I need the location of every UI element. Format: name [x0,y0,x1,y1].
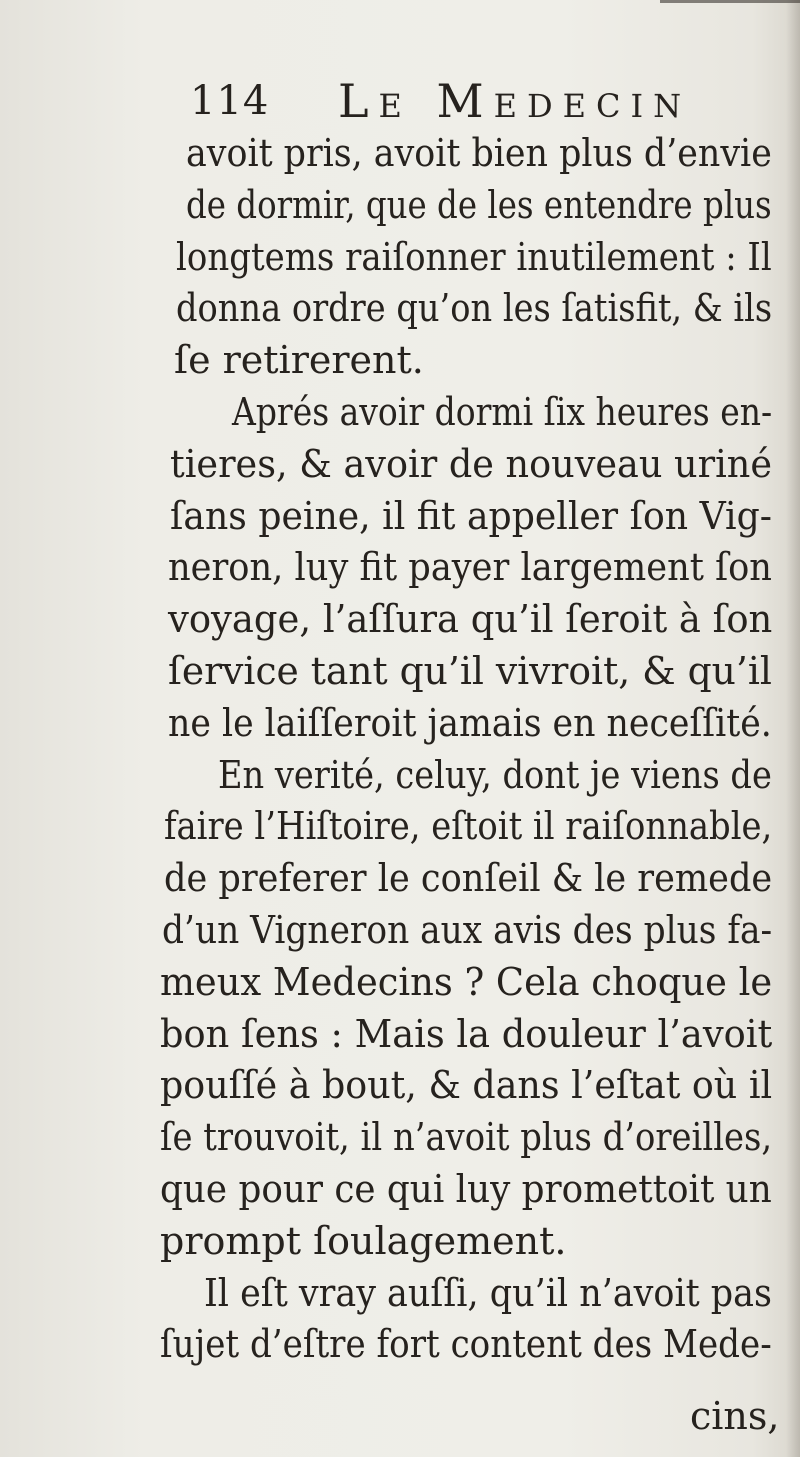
text-line: d’un Vigneron aux avis des plus fa- [162,907,773,952]
body-text [160,128,773,1371]
text-line: Aprés avoir dormi ſix heures en- [232,389,773,434]
text-line: En verité, celuy, dont je viens de [218,752,772,797]
text-line: donna ordre qu’on les ſatisfit, & ils [176,286,773,331]
text-line: bon ſens : Mais la douleur l’avoit [160,1011,773,1056]
text-line: prompt ſoulagement. [160,1218,567,1263]
page-header [190,66,750,136]
page-top-edge-rule [660,0,800,3]
text-line: Il eſt vray auſſi, qu’il n’avoit pas [204,1270,772,1315]
text-line: avoit pris, avoit bien plus d’envie [186,131,772,175]
text-line: meux Medecins ? Cela choque le [160,959,773,1004]
text-line: neron, luy fit payer largement ſon [168,545,772,590]
text-line: ſervice tant qu’il vivroit, & qu’il [168,648,772,693]
text-line: faire l’Hiſtoire, eſtoit il raiſonnable, [164,804,773,849]
text-line: ſans peine, il fit appeller ſon Vig- [170,493,773,538]
running-title: Le Medecin [338,74,692,128]
text-line: tieres, & avoir de nouveau uriné [170,441,773,486]
page-number: 114 [190,78,270,124]
text-line: de preferer le conſeil & le remede [164,856,773,901]
text-line: ſujet d’eſtre fort content des Mede- [160,1322,772,1367]
text-line: de dormir, que de les entendre plus [186,182,772,227]
text-line: pouſſé à bout, & dans l’eſtat où il [160,1063,773,1108]
text-line: longtems raiſonner inutilement : Il [176,234,772,279]
catchword: cins, [690,1394,780,1438]
text-line: que pour ce qui luy promettoit un [160,1166,772,1211]
text-line: ſe retirerent. [174,338,424,383]
text-line: voyage, l’aſſura qu’il ſeroit à ſon [168,597,773,642]
text-line: ne le laiſſeroit jamais en neceſſité. [168,700,772,745]
text-line: ſe trouvoit, il n’avoit plus d’oreilles, [160,1115,773,1160]
